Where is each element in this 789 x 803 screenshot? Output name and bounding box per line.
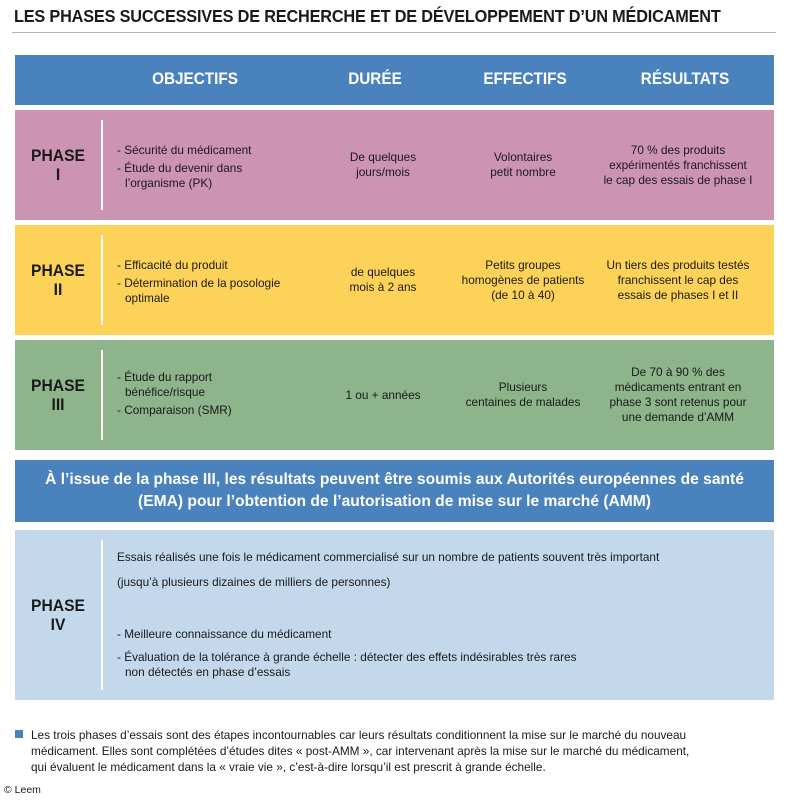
phase-4-label — [18, 530, 97, 700]
copyright: © Leem — [4, 784, 41, 796]
phase-3-results — [593, 350, 763, 440]
phase-2-duration — [323, 235, 443, 325]
phase-3-row — [15, 340, 774, 450]
footnote — [15, 727, 780, 775]
duration-line: 1 ou + années — [345, 387, 421, 402]
participants-line: Volontaires — [493, 150, 553, 164]
column-header-band — [15, 55, 774, 105]
objective-item: - Sécurité du médicament — [117, 142, 252, 157]
phase-4-row — [15, 530, 774, 700]
footnote-line: qui évaluent le médicament dans la « vraie vie », c’est-à-dire lorsqu’il est prescrit à grande échelle. — [31, 760, 546, 774]
ema-line: (EMA) pour l’obtention de l’autorisation de mise sur le marché (AMM) — [138, 493, 651, 510]
phase-3-participants — [453, 350, 593, 440]
participants-line: (de 10 à 40) — [491, 287, 555, 302]
footnote-line: médicament. Elles sont complétées d’études dites « post-AMM », car intervenant après la mise sur le marché du médicament, — [31, 744, 690, 758]
duration-line: de quelques — [350, 265, 416, 279]
results-line: expérimentés franchissent — [609, 157, 747, 172]
phase-3-word: PHASE — [31, 376, 85, 395]
participants-line: homogènes de patients — [461, 272, 585, 287]
participants-line: centaines de malades — [465, 395, 581, 409]
footnote-text — [31, 727, 780, 775]
phase-4-item-cont: non détectés en phase d’essais — [125, 665, 291, 679]
phase-2-numeral: II — [53, 280, 63, 299]
phase-4-body — [101, 540, 764, 690]
participants-line: petit nombre — [490, 165, 556, 179]
results-line: De 70 à 90 % des — [631, 365, 725, 379]
phase-3-numeral: III — [51, 395, 65, 414]
header-effectifs: EFFECTIFS — [483, 69, 567, 88]
objective-item-cont: bénéfice/risque — [125, 384, 206, 399]
square-bullet-icon — [15, 730, 23, 738]
phase-4-numeral: IV — [50, 615, 66, 634]
phase-2-participants — [453, 235, 593, 325]
duration-line: mois à 2 ans — [349, 280, 417, 294]
results-line: le cap des essais de phase I — [603, 172, 753, 187]
objective-item: - Efficacité du produit — [117, 257, 228, 272]
phase-3-label — [18, 340, 97, 450]
results-line: 70 % des produits — [630, 142, 726, 157]
footnote-line: Les trois phases d’essais sont des étapes incontournables car leurs résultats conditionnent la mise sur le marché du nouveau — [31, 728, 687, 742]
results-line: Un tiers des produits testés — [606, 257, 750, 272]
results-line: une demande d’AMM — [621, 410, 735, 424]
objective-item: - Étude du devenir dans — [117, 160, 243, 175]
phase-2-word: PHASE — [31, 261, 85, 280]
phase-4-intro — [117, 550, 659, 590]
phase-1-numeral: I — [55, 165, 61, 184]
objective-item: - Étude du rapport — [117, 369, 213, 384]
header-resultats: RÉSULTATS — [640, 69, 730, 88]
phase-1-results — [593, 120, 763, 210]
ema-line: À l’issue de la phase III, les résultats peuvent être soumis aux Autorités européennes de santé — [45, 471, 744, 488]
phase-1-word: PHASE — [31, 146, 85, 165]
phase-2-results — [593, 235, 763, 325]
phase-1-body — [101, 120, 764, 210]
phase-3-objectives — [117, 350, 327, 440]
phase-4-items — [117, 624, 576, 680]
phase-1-row — [15, 110, 774, 220]
phase-2-row — [15, 225, 774, 335]
duration-line: jours/mois — [356, 165, 410, 179]
phase-2-body — [101, 235, 764, 325]
phase-3-body — [101, 350, 764, 440]
objective-item-cont: l’organisme (PK) — [125, 175, 213, 190]
phase-4-word: PHASE — [31, 596, 85, 615]
phase-1-label — [18, 110, 97, 220]
header-duree: DURÉE — [348, 69, 402, 88]
phase-1-participants — [453, 120, 593, 210]
results-line: franchissent le cap des — [617, 272, 739, 287]
header-objectifs: OBJECTIFS — [152, 69, 238, 88]
phase-3-duration — [323, 350, 443, 440]
ema-notice-band — [15, 460, 774, 522]
phase-4-item: - Évaluation de la tolérance à grande échelle : détecter des effets indésirables très rares — [117, 650, 577, 664]
phase-2-label — [18, 225, 97, 335]
objective-item-cont: optimale — [125, 290, 170, 305]
results-line: phase 3 sont retenus pour — [609, 395, 747, 409]
results-line: essais de phases I et II — [617, 287, 739, 302]
phase-1-objectives — [117, 120, 327, 210]
duration-line: De quelques — [349, 150, 417, 164]
participants-line: Petits groupes — [485, 257, 561, 272]
phase-4-item: - Meilleure connaissance du médicament — [117, 627, 332, 641]
phase-1-duration — [323, 120, 443, 210]
phase-4-intro-line: (jusqu’à plusieurs dizaines de milliers de personnes) — [117, 575, 391, 589]
participants-line: Plusieurs — [498, 380, 548, 394]
objective-item: - Comparaison (SMR) — [117, 402, 232, 417]
phase-2-objectives — [117, 235, 327, 325]
title-divider — [12, 32, 776, 33]
results-line: médicaments entrant en — [614, 380, 742, 394]
phase-4-intro-line: Essais réalisés une fois le médicament commercialisé sur un nombre de patients souvent très important — [117, 550, 660, 564]
objective-item: - Détermination de la posologie — [117, 275, 281, 290]
page-title: LES PHASES SUCCESSIVES DE RECHERCHE ET DE DÉVELOPPEMENT D’UN MÉDICAMENT — [14, 6, 721, 26]
